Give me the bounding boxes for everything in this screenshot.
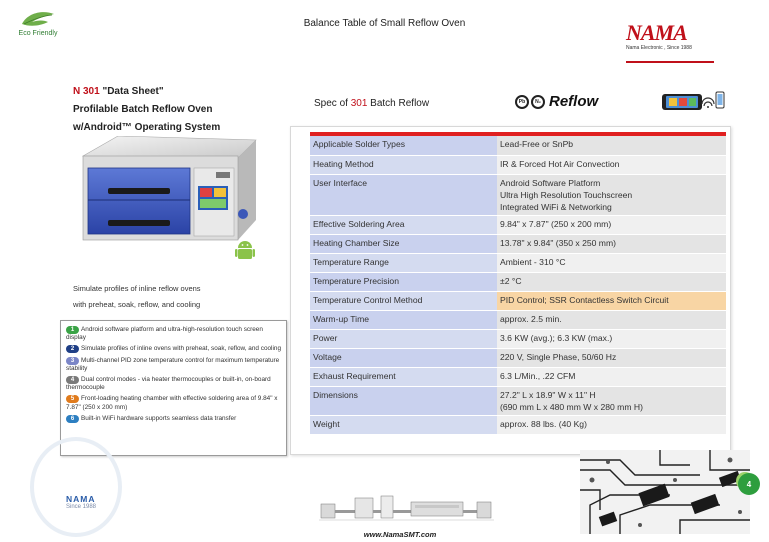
circuit-board-image xyxy=(580,450,750,534)
spec-value: approx. 2.5 min. xyxy=(497,310,726,329)
feature-item xyxy=(66,326,281,342)
spec-label: Temperature Precision xyxy=(310,272,497,291)
spec-row xyxy=(310,367,726,386)
feature-text: Android software platform and ultra-high-resolution touch screen display xyxy=(66,326,263,342)
spec-value: 13.78" x 9.84" (350 x 250 mm) xyxy=(497,234,726,253)
spec-row xyxy=(310,310,726,329)
spec-title xyxy=(314,98,429,109)
product-line-3: w/Android™ Operating System xyxy=(73,122,221,133)
feature-text: Dual control modes - via heater thermocouples or built-in, on-board thermocouple xyxy=(66,376,271,392)
spec-row xyxy=(310,215,726,234)
feature-item xyxy=(66,415,281,423)
website-url[interactable]: www.NamaSMT.com xyxy=(363,530,437,539)
page-number-badge: 4 xyxy=(738,473,760,495)
decorative-circle xyxy=(30,437,122,537)
footer-nama-text: NAMA xyxy=(66,494,96,504)
eco-label: Eco Friendly xyxy=(18,30,58,37)
spec-row xyxy=(310,329,726,348)
page-title: Balance Table of Small Reflow Oven xyxy=(303,18,466,29)
footer-since: Since 1988 xyxy=(66,504,97,510)
spec-label: Applicable Solder Types xyxy=(310,136,497,155)
lead-free-badge: Pb xyxy=(515,95,529,109)
spec-table xyxy=(310,136,726,435)
spec-row xyxy=(310,415,726,434)
feature-number-badge: 3 xyxy=(66,357,79,365)
reflow-oven-image xyxy=(78,136,263,266)
spec-label: Power xyxy=(310,329,497,348)
spec-label: Warm-up Time xyxy=(310,310,497,329)
spec-row xyxy=(310,386,726,415)
reflow-word: Reflow xyxy=(549,93,599,110)
spec-label: User Interface xyxy=(310,174,497,215)
spec-value: Ambient - 310 °C xyxy=(497,253,726,272)
spec-value: 9.84" x 7.87" (250 x 200 mm) xyxy=(497,215,726,234)
nama-brand-logo xyxy=(626,22,716,69)
spec-label: Exhaust Requirement xyxy=(310,367,497,386)
feature-text: Simulate profiles of inline ovens with preheat, soak, reflow, and cooling xyxy=(81,345,281,353)
spec-row xyxy=(310,234,726,253)
caption-line-1: Simulate profiles of inline reflow ovens xyxy=(73,284,201,293)
spec-value: Lead-Free or SnPb xyxy=(497,136,726,155)
spec-row xyxy=(310,291,726,310)
spec-label: Temperature Range xyxy=(310,253,497,272)
feature-number-badge: 5 xyxy=(66,395,79,403)
feature-number-badge: 2 xyxy=(66,345,79,353)
model-suffix: "Data Sheet" xyxy=(99,86,164,97)
spec-row xyxy=(310,174,726,215)
feature-item xyxy=(66,395,281,411)
feature-number-badge: 1 xyxy=(66,326,79,334)
model-number: 301 xyxy=(83,86,100,97)
datasheet-title xyxy=(73,83,220,101)
spec-table-panel xyxy=(290,126,731,455)
brand-underline xyxy=(626,60,716,64)
model-prefix: N xyxy=(73,86,83,97)
feature-text: Multi-channel PID zone temperature control for maximum temperature stability xyxy=(66,356,280,372)
spec-title-suffix: Batch Reflow xyxy=(367,98,430,109)
spec-table-body xyxy=(310,136,726,434)
spec-value: approx. 88 lbs. (40 Kg) xyxy=(497,415,726,434)
spec-label: Effective Soldering Area xyxy=(310,215,497,234)
reflow-logo xyxy=(515,93,598,110)
spec-value: 27.2" L x 18.9" W x 11" H (690 mm L x 480 mm W x 280 mm H) xyxy=(497,386,726,415)
spec-value: 3.6 KW (avg.); 6.3 KW (max.) xyxy=(497,329,726,348)
spec-value: ±2 °C xyxy=(497,272,726,291)
nitrogen-badge: N₂ xyxy=(531,95,545,109)
feature-number-badge: 4 xyxy=(66,376,79,384)
feature-text: Built-in WiFi hardware supports seamless data transfer xyxy=(81,414,237,422)
feature-number-badge: 6 xyxy=(66,415,79,423)
product-caption xyxy=(73,281,201,313)
spec-label: Heating Method xyxy=(310,155,497,174)
feature-text: Front-loading heating chamber with effective soldering area of 9.84" x 7.87" (250 x 200 mm) xyxy=(66,395,278,411)
spec-label: Heating Chamber Size xyxy=(310,234,497,253)
android-icon xyxy=(235,241,255,259)
spec-value: IR & Forced Hot Air Convection xyxy=(497,155,726,174)
spec-label: Weight xyxy=(310,415,497,434)
features-box xyxy=(60,320,287,456)
spec-label: Voltage xyxy=(310,348,497,367)
smt-production-line-image xyxy=(319,490,494,528)
spec-label: Dimensions xyxy=(310,386,497,415)
spec-value: 6.3 L/Min., .22 CFM xyxy=(497,367,726,386)
smartphone-wifi-icon xyxy=(660,86,726,116)
spec-row xyxy=(310,136,726,155)
brand-tagline: Nama Electronic , Since 1988 xyxy=(626,45,692,51)
spec-row xyxy=(310,155,726,174)
caption-line-2: with preheat, soak, reflow, and cooling xyxy=(73,300,201,309)
spec-value: PID Control; SSR Contactless Switch Circuit xyxy=(497,291,726,310)
product-line-2: Profilable Batch Reflow Oven xyxy=(73,104,213,115)
brand-mark: NAMA xyxy=(626,20,687,45)
spec-label: Temperature Control Method xyxy=(310,291,497,310)
spec-row xyxy=(310,348,726,367)
spec-title-model: 301 xyxy=(350,98,368,109)
spec-value: 220 V, Single Phase, 50/60 Hz xyxy=(497,348,726,367)
feature-item xyxy=(66,345,281,353)
product-heading xyxy=(73,83,220,137)
feature-item xyxy=(66,357,281,373)
spec-row xyxy=(310,253,726,272)
spec-row xyxy=(310,272,726,291)
footer-nama-logo xyxy=(66,494,96,510)
spec-title-prefix: Spec of xyxy=(314,98,351,109)
feature-item xyxy=(66,376,281,392)
spec-value: Android Software Platform Ultra High Resolution Touchscreen Integrated WiFi & Networking xyxy=(497,174,726,215)
